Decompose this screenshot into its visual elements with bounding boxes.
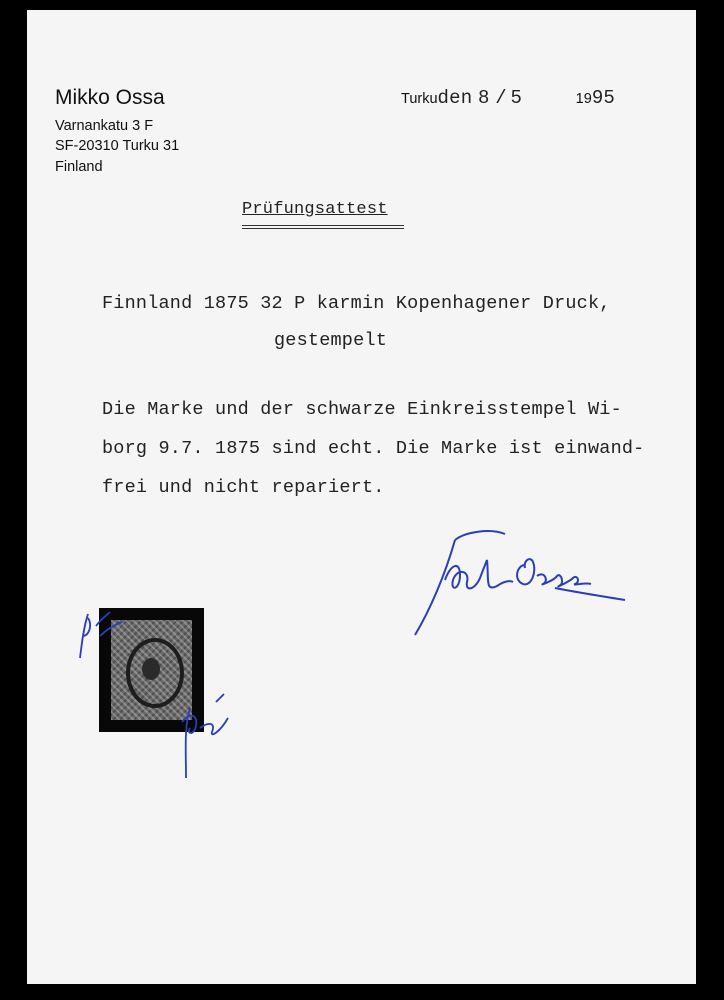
stamp-description: Finnland 1875 32 P karmin Kopenhagener Druck, bbox=[102, 293, 611, 314]
signature-handwritten bbox=[405, 520, 635, 650]
date-prefix: den bbox=[437, 87, 473, 109]
sender-postal: SF-20310 Turku 31 bbox=[55, 138, 180, 154]
document-title: Prüfungsattest bbox=[242, 200, 388, 219]
sender-country: Finland bbox=[55, 159, 103, 175]
pen-mark-upper bbox=[70, 596, 130, 666]
date-year-written: 95 bbox=[591, 87, 616, 109]
date-separator: / bbox=[495, 87, 507, 109]
stamp-center bbox=[142, 658, 160, 680]
title-underline-double bbox=[242, 228, 404, 229]
title-underline bbox=[242, 225, 404, 226]
date-month: 5 bbox=[510, 87, 523, 109]
statement-line: frei und nicht repariert. bbox=[102, 477, 385, 498]
pen-mark-lower bbox=[172, 692, 242, 782]
sender-street: Varnankatu 3 F bbox=[55, 118, 154, 134]
sender-name: Mikko Ossa bbox=[55, 86, 165, 109]
date-line bbox=[401, 87, 615, 109]
date-year-printed: 19 bbox=[575, 91, 592, 107]
stamp-condition: gestempelt bbox=[274, 330, 388, 351]
date-day: 8 bbox=[477, 87, 490, 109]
statement-line: Die Marke und der schwarze Einkreisstempel Wi- bbox=[102, 399, 622, 420]
statement-line: borg 9.7. 1875 sind echt. Die Marke ist einwand- bbox=[102, 438, 645, 459]
date-place: Turku bbox=[401, 91, 438, 107]
